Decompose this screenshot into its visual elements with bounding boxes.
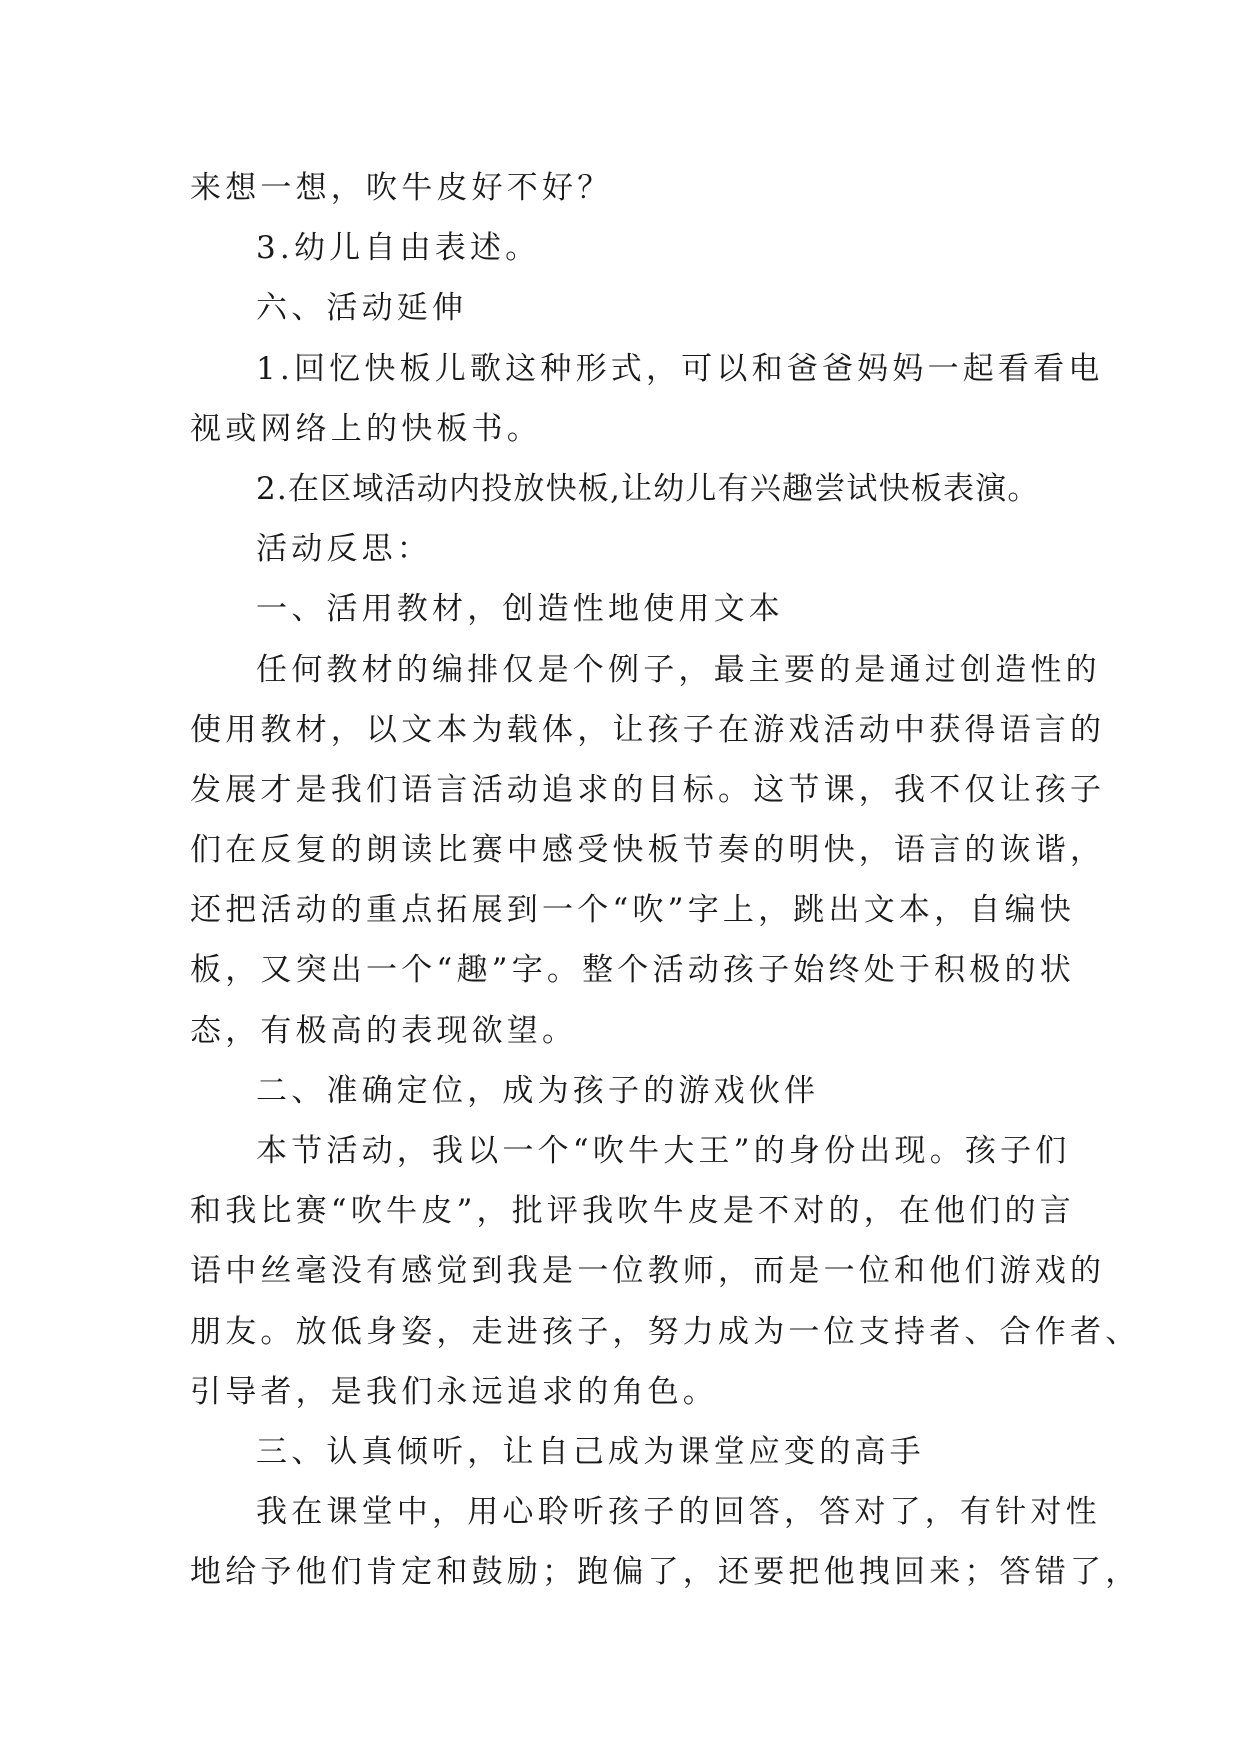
text-line: 们在反复的朗读比赛中感受快板节奏的明快，语言的诙谐， (190, 832, 1106, 869)
text-line: 2.在区域活动内投放快板,让幼儿有兴趣尝试快板表演。 (256, 470, 1040, 507)
document-body (190, 158, 1141, 1603)
text-line: 引导者，是我们永远追求的角色。 (190, 1373, 718, 1410)
text-line: 语中丝毫没有感觉到我是一位教师，而是一位和他们游戏的 (190, 1253, 1106, 1290)
text-line: 视或网络上的快板书。 (190, 410, 542, 447)
text-line: 发展才是我们语言活动追求的目标。这节课，我不仅让孩子 (190, 771, 1106, 808)
text-line: 我在课堂中，用心聆听孩子的回答，答对了，有针对性 (256, 1494, 1101, 1531)
text-line: 地给予他们肯定和鼓励；跑偏了，还要把他拽回来；答错了， (190, 1554, 1141, 1591)
section-heading: 活动反思： (256, 531, 432, 568)
text-line: 3.幼儿自由表述。 (256, 230, 541, 267)
text-line: 来想一想，吹牛皮好不好？ (190, 170, 613, 206)
section-heading: 六、活动延伸 (256, 290, 468, 327)
text-line: 还把活动的重点拓展到一个“吹”字上，跳出文本，自编快 (190, 892, 1075, 929)
text-line: 1.回忆快板儿歌这种形式，可以和爸爸妈妈一起看看电 (256, 350, 1104, 387)
section-heading: 一、活用教材，创造性地使用文本 (256, 591, 784, 628)
text-line: 任何教材的编排仅是个例子，最主要的是通过创造性的 (256, 651, 1101, 688)
text-line: 态，有极高的表现欲望。 (190, 1012, 578, 1049)
section-heading: 三、认真倾听，让自己成为课堂应变的高手 (256, 1433, 925, 1470)
text-line: 朋友。放低身姿，走进孩子，努力成为一位支持者、合作者、 (190, 1313, 1141, 1350)
text-line: 和我比赛“吹牛皮”，批评我吹牛皮是不对的，在他们的言 (190, 1193, 1075, 1230)
text-line: 板，又突出一个“趣”字。整个活动孩子始终处于积极的状 (190, 952, 1075, 989)
text-line: 本节活动，我以一个“吹牛大王”的身份出现。孩子们 (256, 1133, 1071, 1169)
text-line: 使用教材，以文本为载体，让孩子在游戏活动中获得语言的 (190, 711, 1106, 748)
section-heading: 二、准确定位，成为孩子的游戏伙伴 (256, 1072, 820, 1109)
